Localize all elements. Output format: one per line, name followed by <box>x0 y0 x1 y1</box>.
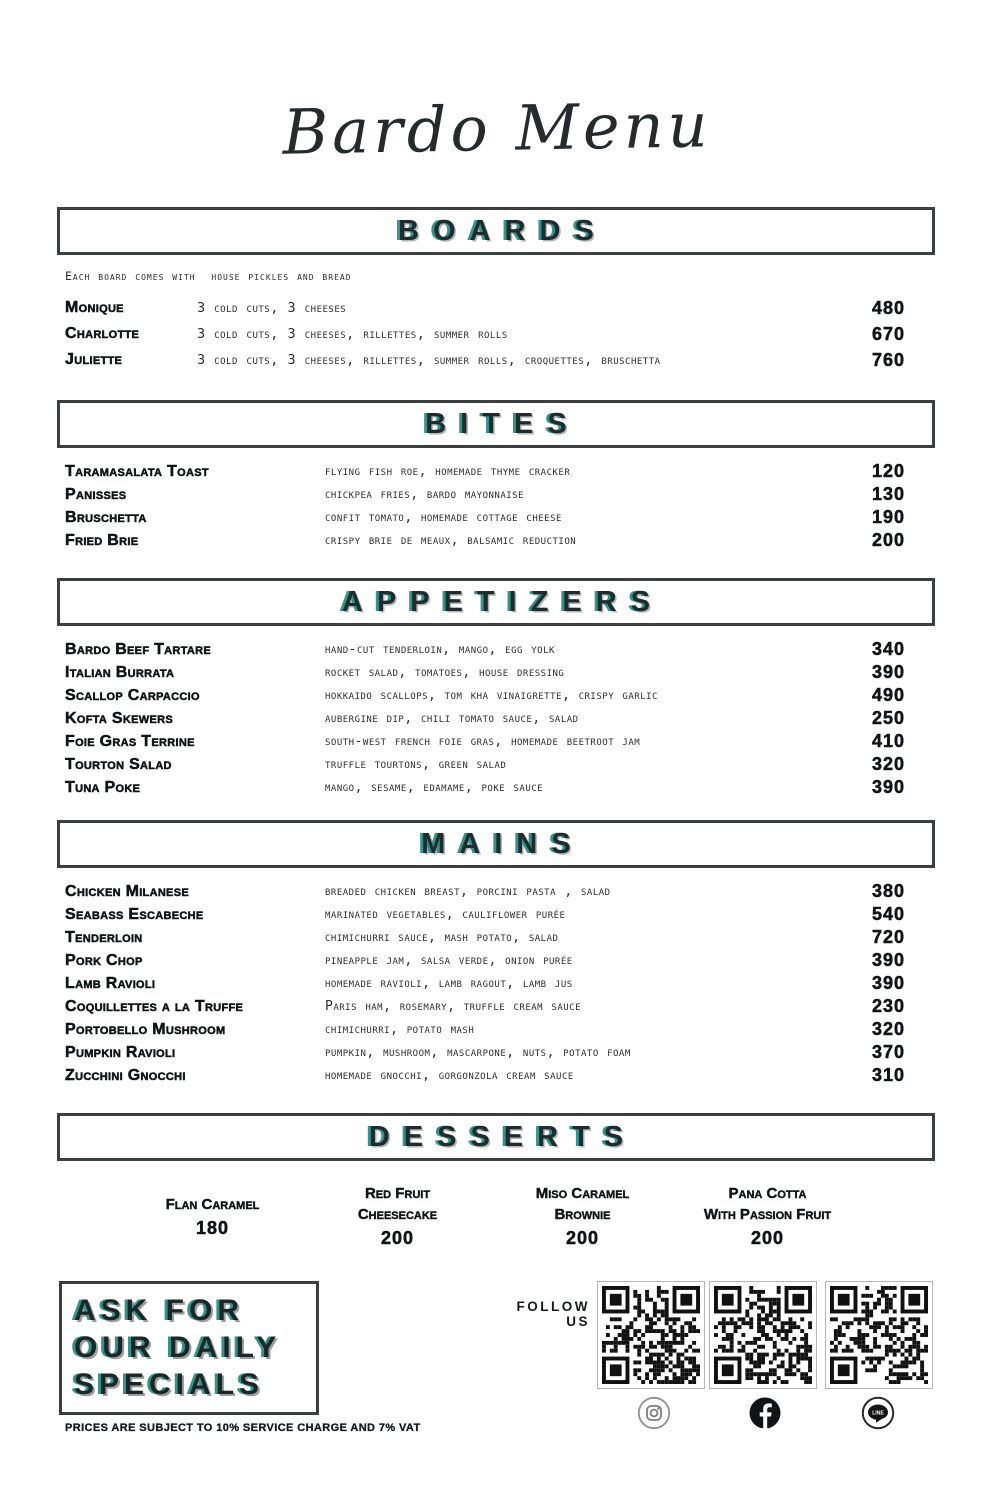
dessert-item <box>675 1183 860 1249</box>
dessert-price: 180 <box>195 1217 230 1238</box>
facebook-icon <box>748 1396 782 1430</box>
item-price: 390 <box>871 973 905 993</box>
daily-specials-box <box>59 1281 319 1415</box>
menu-section-desserts <box>57 1113 935 1249</box>
section-header-appetizers <box>57 578 935 626</box>
item-price: 250 <box>871 708 905 728</box>
item-description: 3 cold cuts, 3 cheeses, rillettes, summer rolls, croquettes, bruschetta <box>197 352 661 368</box>
item-price: 720 <box>871 927 905 947</box>
section-title: BITES <box>425 407 581 440</box>
dessert-item <box>305 1183 490 1249</box>
item-description: mango, sesame, edamame, poke sauce <box>325 780 544 795</box>
item-description: breaded chicken breast, porcini pasta , salad <box>325 884 611 899</box>
item-price: 390 <box>871 662 905 682</box>
item-description: pumpkin, mushroom, mascarpone, nuts, potato foam <box>325 1045 631 1060</box>
item-description: pineapple jam, salsa verde, onion purée <box>325 953 573 968</box>
section-header-boards <box>57 207 935 255</box>
dessert-item <box>120 1194 305 1239</box>
menu-item-row <box>57 638 935 661</box>
menu-sections <box>57 207 935 1087</box>
menu-section-mains <box>57 820 935 1087</box>
section-note: Each board comes with house pickles and bread <box>65 269 352 283</box>
item-name: Taramasalata Toast <box>65 462 209 480</box>
dessert-name: Brownie <box>554 1206 611 1223</box>
menu-item-row <box>57 995 935 1018</box>
section-items <box>57 638 935 799</box>
section-header-bites <box>57 400 935 448</box>
menu-item-row <box>57 707 935 730</box>
menu-item-row <box>57 1018 935 1041</box>
item-price: 490 <box>871 685 905 705</box>
item-name: Charlotte <box>65 325 140 342</box>
item-price: 390 <box>871 777 905 797</box>
follow-us-line: FOLLOW <box>516 1299 590 1314</box>
item-description: crispy brie de meaux, balsamic reduction <box>325 533 577 548</box>
svg-text:LINE: LINE <box>872 1410 884 1417</box>
section-title: MAINS <box>421 827 585 860</box>
menu-item-row <box>57 347 935 373</box>
section-title: BOARDS <box>398 214 608 247</box>
item-name: Seabass Escabeche <box>65 905 204 923</box>
menu-title: Bardo Menu <box>281 88 713 169</box>
item-description: chimichurri sauce, mash potato, salad <box>325 930 559 945</box>
specials-line: OUR DAILY <box>74 1331 282 1364</box>
menu-footer <box>0 1281 994 1488</box>
item-description: homemade gnocchi, gorgonzola cream sauce <box>325 1068 574 1083</box>
item-name: Lamb Ravioli <box>65 974 156 992</box>
facebook-qr-code <box>709 1281 817 1389</box>
item-price: 130 <box>871 484 905 504</box>
dessert-price: 200 <box>565 1228 600 1248</box>
item-name: Kofta Skewers <box>65 709 173 727</box>
item-name: Pork Chop <box>65 951 143 969</box>
line-qr-code <box>825 1281 933 1389</box>
item-name: Tourton Salad <box>65 755 172 773</box>
item-description: hand-cut tenderloin, mango, egg yolk <box>325 642 555 657</box>
item-price: 540 <box>871 904 905 924</box>
line-icon <box>861 1396 895 1430</box>
item-price: 230 <box>871 996 905 1016</box>
dessert-item <box>490 1183 675 1249</box>
item-description: Paris ham, rosemary, truffle cream sauce <box>325 999 582 1014</box>
item-price: 190 <box>871 507 905 527</box>
item-name: Coquillettes a la Truffe <box>65 997 244 1015</box>
item-description: south-west french foie gras, homemade beetroot jam <box>325 734 641 749</box>
follow-us-line: US <box>566 1314 590 1329</box>
menu-item-row <box>57 529 935 552</box>
menu-item-row <box>57 661 935 684</box>
menu-item-row <box>57 926 935 949</box>
item-description: flying fish roe, homemade thyme cracker <box>325 464 571 479</box>
item-description: 3 cold cuts, 3 cheeses <box>197 300 347 316</box>
menu-item-row <box>57 483 935 506</box>
item-name: Foie Gras Terrine <box>65 732 195 750</box>
section-header-desserts <box>57 1113 935 1161</box>
section-title: DESSERTS <box>368 1120 638 1153</box>
menu-item-row <box>57 1041 935 1064</box>
item-name: Pumpkin Ravioli <box>65 1043 176 1061</box>
menu-item-row <box>57 321 935 347</box>
menu-section-boards <box>57 207 935 373</box>
item-price: 410 <box>871 731 905 751</box>
item-price: 760 <box>871 349 905 370</box>
section-items <box>57 460 935 552</box>
price-disclaimer: PRICES ARE SUBJECT TO 10% SERVICE CHARGE AND 7% VAT <box>65 1422 421 1434</box>
dessert-name: Flan Caramel <box>165 1195 260 1213</box>
menu-item-row <box>57 753 935 776</box>
item-price: 480 <box>871 297 905 318</box>
instagram-icon <box>637 1396 671 1430</box>
item-price: 380 <box>871 881 905 901</box>
menu-item-row <box>57 295 935 321</box>
item-name: Bardo Beef Tartare <box>65 640 211 658</box>
menu-item-row <box>57 506 935 529</box>
dessert-name: With Passion Fruit <box>703 1206 832 1223</box>
menu-item-row <box>57 684 935 707</box>
menu-item-row <box>57 972 935 995</box>
follow-us-label <box>498 1299 590 1329</box>
item-name: Scallop Carpaccio <box>65 686 200 704</box>
item-description: aubergine dip, chili tomato sauce, salad <box>325 711 579 726</box>
item-description: marinated vegetables, cauliflower purée <box>325 907 566 922</box>
item-description: truffle tourtons, green salad <box>325 757 507 772</box>
desserts-items <box>120 1183 860 1249</box>
menu-item-row <box>57 1064 935 1087</box>
specials-line: ASK FOR <box>74 1294 244 1327</box>
specials-line: SPECIALS <box>74 1368 265 1401</box>
item-name: Monique <box>65 299 124 316</box>
menu-content <box>57 207 935 1249</box>
menu-item-row <box>57 776 935 799</box>
item-price: 200 <box>871 530 905 550</box>
section-items <box>57 880 935 1087</box>
item-description: 3 cold cuts, 3 cheeses, rillettes, summer rolls <box>197 326 508 342</box>
instagram-qr-code <box>597 1281 705 1389</box>
dessert-name: Miso Caramel <box>535 1185 630 1202</box>
item-name: Panisses <box>65 485 127 503</box>
item-description: chickpea fries, bardo mayonnaise <box>325 487 525 502</box>
item-description: confit tomato, homemade cottage cheese <box>325 510 562 525</box>
item-name: Tuna Poke <box>65 778 141 796</box>
item-price: 320 <box>871 1019 905 1039</box>
menu-item-row <box>57 903 935 926</box>
item-price: 120 <box>871 461 905 481</box>
item-price: 320 <box>871 754 905 774</box>
dessert-name: Red Fruit <box>364 1185 431 1202</box>
item-name: Chicken Milanese <box>65 882 189 900</box>
menu-item-row <box>57 880 935 903</box>
item-name: Bruschetta <box>65 508 147 526</box>
item-price: 310 <box>871 1065 905 1085</box>
dessert-price: 200 <box>750 1228 785 1248</box>
section-items <box>57 295 935 373</box>
item-price: 390 <box>871 950 905 970</box>
item-name: Juliette <box>65 351 123 368</box>
section-title: APPETIZERS <box>341 585 665 618</box>
dessert-name: Cheesecake <box>357 1206 438 1223</box>
menu-section-appetizers <box>57 578 935 799</box>
item-description: homemade ravioli, lamb ragout, lamb jus <box>325 976 573 991</box>
item-name: Tenderloin <box>65 928 143 946</box>
item-name: Italian Burrata <box>65 663 175 681</box>
item-price: 670 <box>871 323 905 344</box>
item-description: rocket salad, tomatoes, house dressing <box>325 665 565 680</box>
dessert-price: 200 <box>380 1228 415 1248</box>
item-name: Fried Brie <box>65 531 139 549</box>
item-price: 370 <box>871 1042 905 1062</box>
item-price: 340 <box>871 639 905 659</box>
item-name: Zucchini Gnocchi <box>65 1066 186 1084</box>
menu-item-row <box>57 730 935 753</box>
item-name: Portobello Mushroom <box>65 1020 226 1038</box>
menu-item-row <box>57 949 935 972</box>
menu-item-row <box>57 460 935 483</box>
dessert-name: Pana Cotta <box>728 1185 807 1202</box>
item-description: chimichurri, potato mash <box>325 1022 475 1037</box>
menu-section-bites <box>57 400 935 552</box>
item-description: hokkaido scallops, tom kha vinaigrette, crispy garlic <box>325 688 658 703</box>
section-header-mains <box>57 820 935 868</box>
